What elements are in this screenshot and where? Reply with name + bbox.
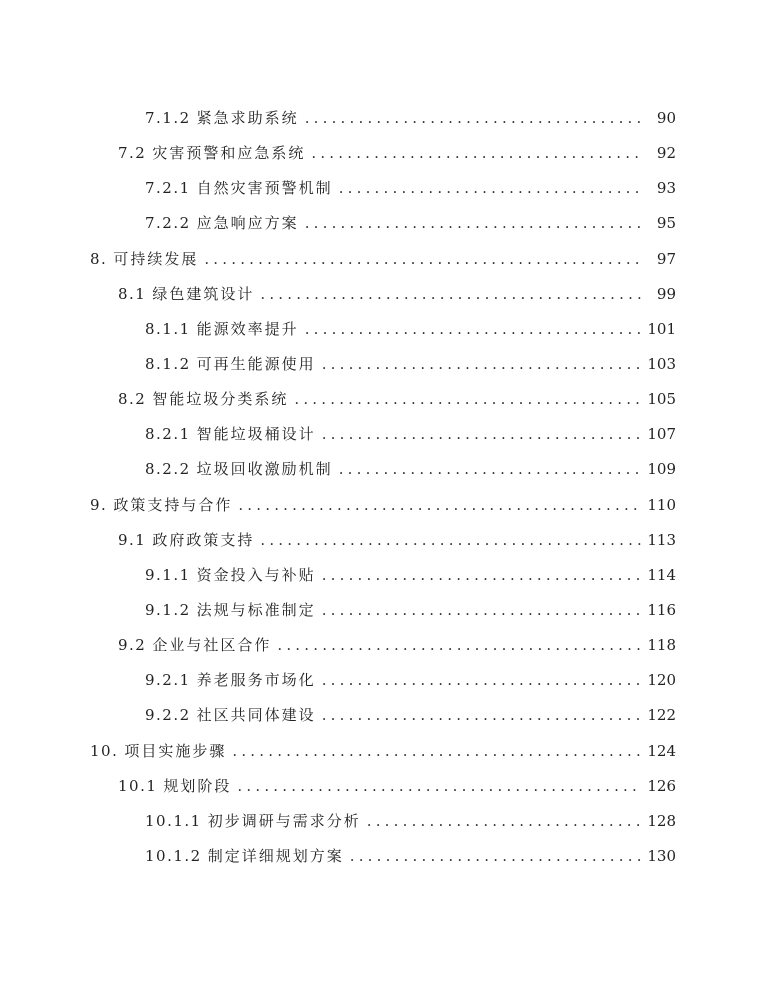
- toc-entry-title: [145, 353, 316, 374]
- toc-entry-title: [145, 669, 316, 690]
- toc-page-number: 126: [647, 776, 676, 795]
- toc-page-number: 105: [647, 390, 676, 409]
- toc-entry[interactable]: [0, 494, 765, 529]
- toc-entry-title: [145, 107, 299, 128]
- toc-entry-title: [118, 388, 288, 409]
- toc-entry-number: 9.1.2: [145, 600, 191, 619]
- dot-leader: [204, 250, 642, 268]
- toc-entry[interactable]: [0, 177, 765, 212]
- dot-leader: [237, 777, 642, 795]
- toc-entry-title: [145, 458, 333, 479]
- toc-entry-number: 8.1: [118, 284, 147, 303]
- toc-entry-number: 9.2.1: [145, 671, 191, 690]
- toc-entry[interactable]: [0, 634, 765, 669]
- toc-entry-number: 10.: [90, 741, 119, 760]
- toc-entry[interactable]: [0, 529, 765, 564]
- toc-page-number: 120: [647, 671, 676, 690]
- toc-entry-title: [118, 634, 271, 655]
- toc-entry[interactable]: [0, 107, 765, 142]
- toc-entry-number: 9.1: [118, 530, 147, 549]
- toc-entry-label: 政策支持与合作: [113, 495, 233, 514]
- toc-page-number: 90: [656, 109, 676, 127]
- toc-entry-number: 7.2.1: [145, 179, 191, 198]
- dot-leader: [322, 706, 642, 724]
- toc-entry-title: [118, 142, 305, 163]
- toc-entry-number: 8.2.2: [145, 460, 191, 479]
- dot-leader: [367, 812, 642, 830]
- toc-entry-label: 可再生能源使用: [196, 354, 316, 373]
- dot-leader: [322, 566, 642, 584]
- toc-entry[interactable]: [0, 423, 765, 458]
- toc-page-number: 118: [647, 636, 676, 655]
- toc-entry[interactable]: [0, 212, 765, 247]
- toc-entry-label: 灾害预警和应急系统: [152, 144, 306, 163]
- toc-entry-label: 政府政策支持: [152, 530, 255, 549]
- toc-entry-title: [118, 283, 254, 304]
- toc-entry-number: 9.2.2: [145, 706, 191, 725]
- toc-entry[interactable]: [0, 353, 765, 388]
- dot-leader: [322, 671, 642, 689]
- dot-leader: [305, 320, 642, 338]
- toc-entry-label: 初步调研与需求分析: [207, 811, 361, 830]
- toc-page-number: 92: [656, 144, 676, 163]
- toc-entry-number: 8.2.1: [145, 425, 191, 444]
- toc-entry-label: 规划阶段: [163, 776, 232, 795]
- toc-entry[interactable]: [0, 248, 765, 283]
- toc-page-number: 110: [647, 495, 676, 514]
- toc-entry[interactable]: [0, 669, 765, 704]
- dot-leader: [260, 531, 642, 549]
- dot-leader: [232, 742, 642, 760]
- dot-leader: [260, 285, 642, 303]
- toc-entry-label: 法规与标准制定: [196, 600, 316, 619]
- dot-leader: [322, 601, 642, 619]
- toc-entry-number: 10.1.2: [145, 846, 202, 865]
- dot-leader: [305, 109, 642, 127]
- toc-entry-number: 10.1: [118, 776, 158, 795]
- toc-entry[interactable]: [0, 388, 765, 423]
- toc-page-number: 101: [647, 319, 676, 338]
- table-of-contents: [0, 107, 765, 880]
- toc-entry-title: [145, 423, 316, 444]
- toc-page-number: 103: [647, 354, 676, 373]
- toc-entry-number: 9.1.1: [145, 565, 191, 584]
- toc-entry[interactable]: [0, 740, 765, 775]
- toc-entry-label: 绿色建筑设计: [152, 284, 255, 303]
- toc-entry-label: 可持续发展: [113, 249, 199, 268]
- toc-entry-label: 垃圾回收激励机制: [196, 460, 333, 479]
- toc-entry-number: 8.: [90, 249, 108, 268]
- toc-entry[interactable]: [0, 775, 765, 810]
- toc-entry[interactable]: [0, 142, 765, 177]
- toc-entry-label: 制定详细规划方案: [207, 846, 344, 865]
- toc-entry-title: [90, 494, 232, 515]
- toc-entry-label: 智能垃圾分类系统: [152, 390, 289, 409]
- toc-entry-title: [118, 775, 231, 796]
- toc-entry-title: [145, 318, 299, 339]
- toc-entry-label: 能源效率提升: [196, 319, 299, 338]
- toc-entry-label: 社区共同体建设: [196, 706, 316, 725]
- toc-page-number: 107: [647, 425, 676, 444]
- toc-entry-label: 智能垃圾桶设计: [196, 425, 316, 444]
- toc-page-number: 130: [647, 846, 676, 865]
- toc-entry[interactable]: [0, 283, 765, 318]
- toc-entry-title: [145, 177, 333, 198]
- toc-entry[interactable]: [0, 704, 765, 739]
- toc-entry-label: 资金投入与补贴: [196, 565, 316, 584]
- toc-entry-label: 项目实施步骤: [124, 741, 227, 760]
- dot-leader: [339, 179, 642, 197]
- toc-page-number: 99: [656, 284, 676, 303]
- toc-entry-label: 应急响应方案: [196, 214, 299, 233]
- toc-entry-number: 7.2: [118, 144, 147, 163]
- dot-leader: [305, 214, 642, 232]
- toc-page-number: 122: [647, 706, 676, 725]
- toc-entry-title: [145, 845, 344, 866]
- toc-entry-label: 养老服务市场化: [196, 671, 316, 690]
- toc-entry-title: [145, 564, 316, 585]
- toc-entry[interactable]: [0, 318, 765, 353]
- toc-entry[interactable]: [0, 599, 765, 634]
- toc-entry-title: [145, 212, 299, 233]
- toc-page-number: 93: [656, 179, 676, 198]
- toc-page-number: 116: [647, 600, 676, 619]
- dot-leader: [277, 636, 642, 654]
- toc-page-number: 109: [647, 460, 676, 479]
- toc-entry-number: 8.2: [118, 390, 147, 409]
- toc-page-number: 113: [647, 530, 676, 549]
- toc-entry-number: 9.2: [118, 636, 147, 655]
- dot-leader: [322, 425, 642, 443]
- toc-entry-title: [118, 529, 254, 550]
- toc-entry-label: 自然灾害预警机制: [196, 179, 333, 198]
- toc-page-number: 97: [656, 249, 676, 268]
- toc-entry-title: [90, 248, 198, 269]
- toc-entry[interactable]: [0, 458, 765, 493]
- toc-entry-number: 10.1.1: [145, 811, 202, 830]
- dot-leader: [339, 460, 642, 478]
- toc-page-number: 95: [656, 214, 676, 233]
- toc-entry-number: 7.1.2: [145, 109, 191, 127]
- dot-leader: [238, 496, 642, 514]
- dot-leader: [350, 847, 642, 865]
- toc-entry-number: 9.: [90, 495, 108, 514]
- toc-entry[interactable]: [0, 810, 765, 845]
- toc-entry-number: 8.1.1: [145, 319, 191, 338]
- toc-page-number: 114: [647, 565, 676, 584]
- toc-entry[interactable]: [0, 845, 765, 880]
- toc-entry-title: [145, 704, 316, 725]
- toc-entry-title: [145, 599, 316, 620]
- dot-leader: [294, 390, 642, 408]
- dot-leader: [322, 355, 642, 373]
- toc-entry-number: 7.2.2: [145, 214, 191, 233]
- toc-entry-number: 8.1.2: [145, 354, 191, 373]
- toc-entry[interactable]: [0, 564, 765, 599]
- toc-page-number: 128: [647, 811, 676, 830]
- toc-entry-title: [90, 740, 226, 761]
- toc-entry-label: 企业与社区合作: [152, 636, 272, 655]
- toc-entry-label: 紧急求助系统: [196, 109, 299, 127]
- dot-leader: [311, 144, 642, 162]
- toc-page-number: 124: [647, 741, 676, 760]
- toc-entry-title: [145, 810, 361, 831]
